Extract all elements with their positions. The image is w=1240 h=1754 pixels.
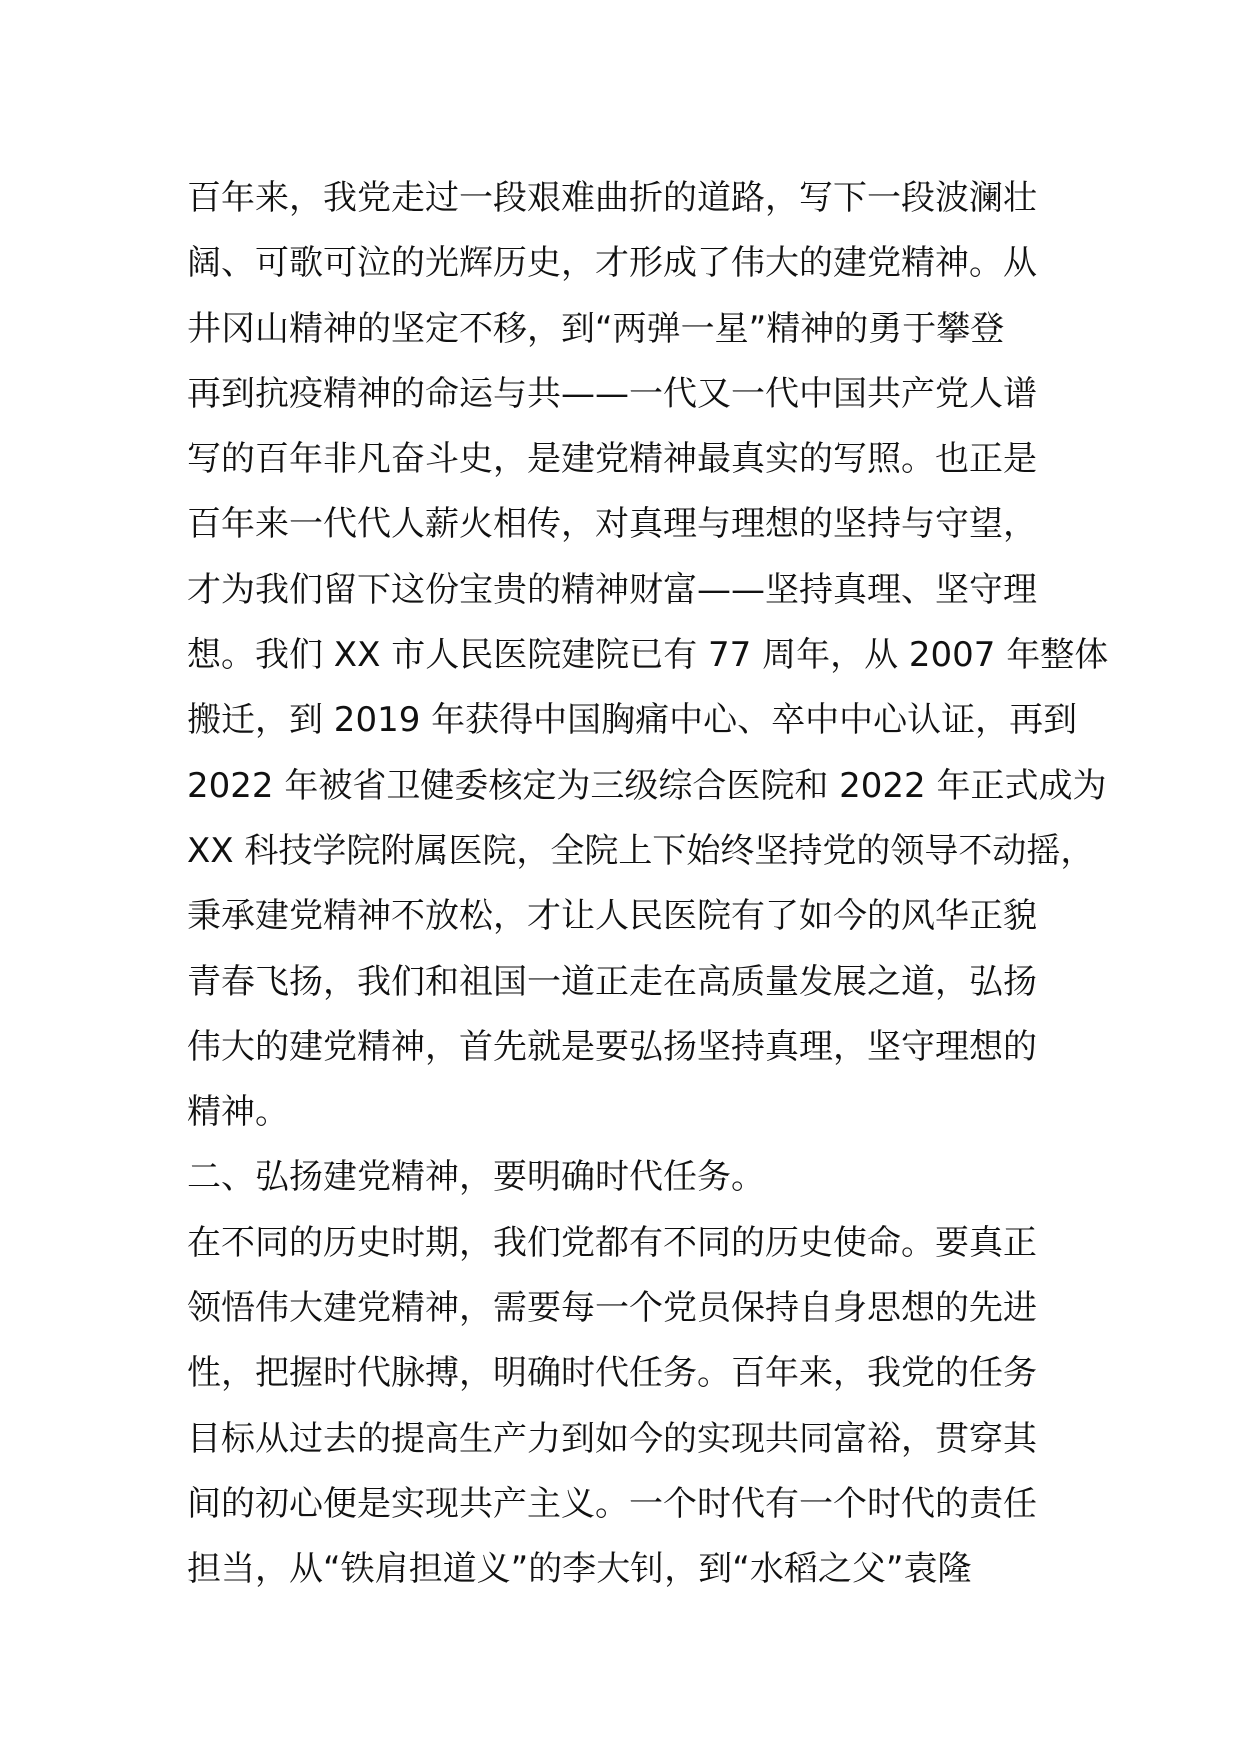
text-line: 目标从过去的提高生产力到如今的实现共同富裕，贯穿其 (187, 1418, 1037, 1459)
text-line: 再到抗疫精神的命运与共——一代又一代中国共产党人谱 (187, 373, 1037, 414)
text-line: 搬迁，到 2019 年获得中国胸痛中心、卒中中心认证，再到 (187, 700, 1078, 741)
section-heading: 二、弘扬建党精神，要明确时代任务。 (187, 1157, 765, 1198)
text-line: 精神。 (187, 1092, 289, 1133)
text-line: 井冈山精神的坚定不移，到“两弹一星”精神的勇于攀登 (187, 308, 1005, 349)
text-line: 在不同的历史时期，我们党都有不同的历史使命。要真正 (187, 1222, 1037, 1263)
body-text (187, 166, 1109, 1603)
text-line: 2022 年被省卫健委核定为三级综合医院和 2022 年正式成为 (187, 765, 1107, 806)
text-line: 伟大的建党精神，首先就是要弘扬坚持真理，坚守理想的 (187, 1026, 1037, 1067)
text-line: 写的百年非凡奋斗史，是建党精神最真实的写照。也正是 (187, 439, 1037, 480)
text-line: 担当，从“铁肩担道义”的李大钊，到“水稻之父”袁隆 (187, 1549, 972, 1590)
text-line: 秉承建党精神不放松，才让人民医院有了如今的风华正貌 (187, 896, 1037, 937)
text-line: 间的初心便是实现共产主义。一个时代有一个时代的责任 (187, 1483, 1037, 1524)
text-line: 领悟伟大建党精神，需要每一个党员保持自身思想的先进 (187, 1288, 1037, 1329)
text-line: XX 科技学院附属医院，全院上下始终坚持党的领导不动摇， (187, 830, 1095, 871)
text-line: 阔、可歌可泣的光辉历史，才形成了伟大的建党精神。从 (187, 243, 1037, 284)
text-line: 百年来一代代人薪火相传，对真理与理想的坚持与守望， (187, 504, 1037, 545)
text-line: 想。我们 XX 市人民医院建院已有 77 周年，从 2007 年整体 (187, 635, 1109, 676)
text-line: 性，把握时代脉搏，明确时代任务。百年来，我党的任务 (187, 1353, 1037, 1394)
text-line: 才为我们留下这份宝贵的精神财富——坚持真理、坚守理 (187, 569, 1037, 610)
text-line: 青春飞扬，我们和祖国一道正走在高质量发展之道，弘扬 (187, 961, 1037, 1002)
text-line: 百年来，我党走过一段艰难曲折的道路，写下一段波澜壮 (187, 178, 1037, 218)
